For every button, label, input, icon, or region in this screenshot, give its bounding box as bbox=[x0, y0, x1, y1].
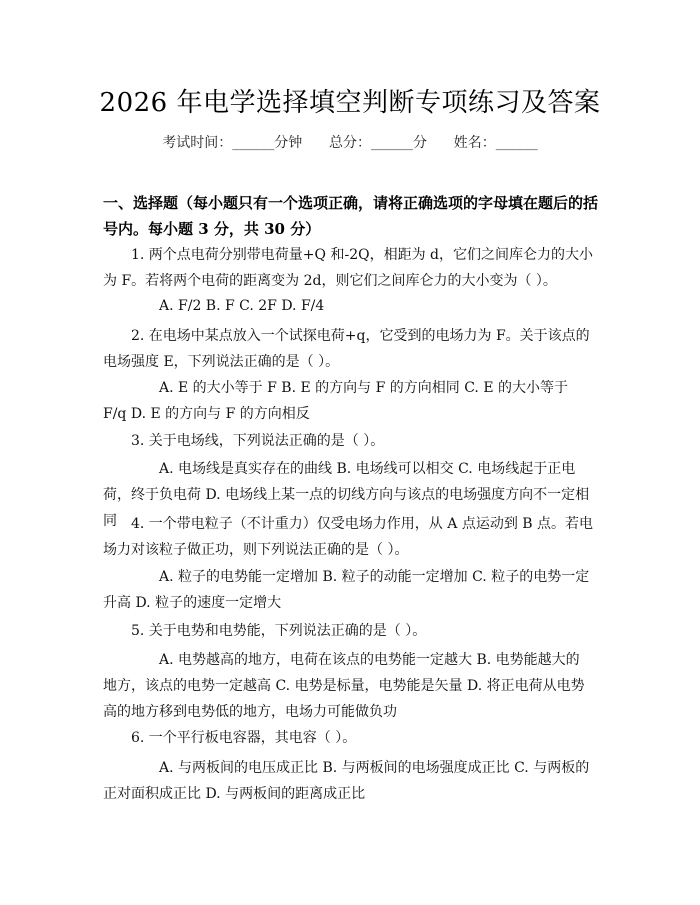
question-3-options: A. 电场线是真实存在的曲线 B. 电场线可以相交 C. 电场线起于正电荷，终于负电荷 D. 电场线上某一点的切线方向与该点的电场强度方向不一定相同 bbox=[103, 461, 590, 529]
question-6-stem: 6. 一个平行板电容器，其电容（ ）。 bbox=[131, 730, 357, 746]
question-4-stem: 4. 一个带电粒子（不计重力）仅受电场力作用，从 A 点运动到 B 点。若电场力对该粒子做正功，则下列说法正确的是（ ）。 bbox=[103, 516, 594, 558]
question-6-options: A. 与两板间的电压成正比 B. 与两板间的电场强度成正比 C. 与两板的正对面积成正比 D. 与两板间的距离成正比 bbox=[103, 760, 590, 802]
question-2-stem: 2. 在电场中某点放入一个试探电荷+q，它受到的电场力为 F。关于该点的电场强度 E，下列说法正确的是（ ）。 bbox=[103, 328, 590, 370]
section-heading: 一、选择题（每小题只有一个选项正确，请将正确选项的字母填在题后的括号内。每小题 3 分，共 30 分） bbox=[103, 194, 599, 238]
question-5-stem: 5. 关于电势和电势能，下列说法正确的是（ ）。 bbox=[131, 623, 427, 639]
question-2-options: A. E 的大小等于 F B. E 的方向与 F 的方向相同 C. E 的大小等于 F/q D. E 的方向与 F 的方向相反 bbox=[103, 380, 568, 422]
page-title: 2026 年电学选择填空判断专项练习及答案 bbox=[99, 88, 601, 118]
question-5-options: A. 电势越高的地方，电荷在该点的电势能一定越大 B. 电势能越大的地方，该点的电势一定越高 C. 电势是标量，电势能是矢量 D. 将正电荷从电势高的地方移到电势低的地方，电场力可能做负功 bbox=[103, 652, 585, 720]
question-1-stem: 1. 两个点电荷分别带电荷量+Q 和-2Q，相距为 d，它们之间库仑力的大小为 F。若将两个电荷的距离变为 2d，则它们之间库仑力的大小变为（ ）。 bbox=[103, 247, 593, 289]
question-4-options: A. 粒子的电势能一定增加 B. 粒子的动能一定增加 C. 粒子的电势一定升高 D. 粒子的速度一定增大 bbox=[103, 569, 590, 611]
exam-meta-line: 考试时间：______分钟 总分：______分 姓名：______ bbox=[162, 135, 538, 151]
question-3-stem: 3. 关于电场线，下列说法正确的是（ ）。 bbox=[131, 433, 385, 449]
question-1-options: A. F/2 B. F C. 2F D. F/4 bbox=[159, 298, 325, 314]
